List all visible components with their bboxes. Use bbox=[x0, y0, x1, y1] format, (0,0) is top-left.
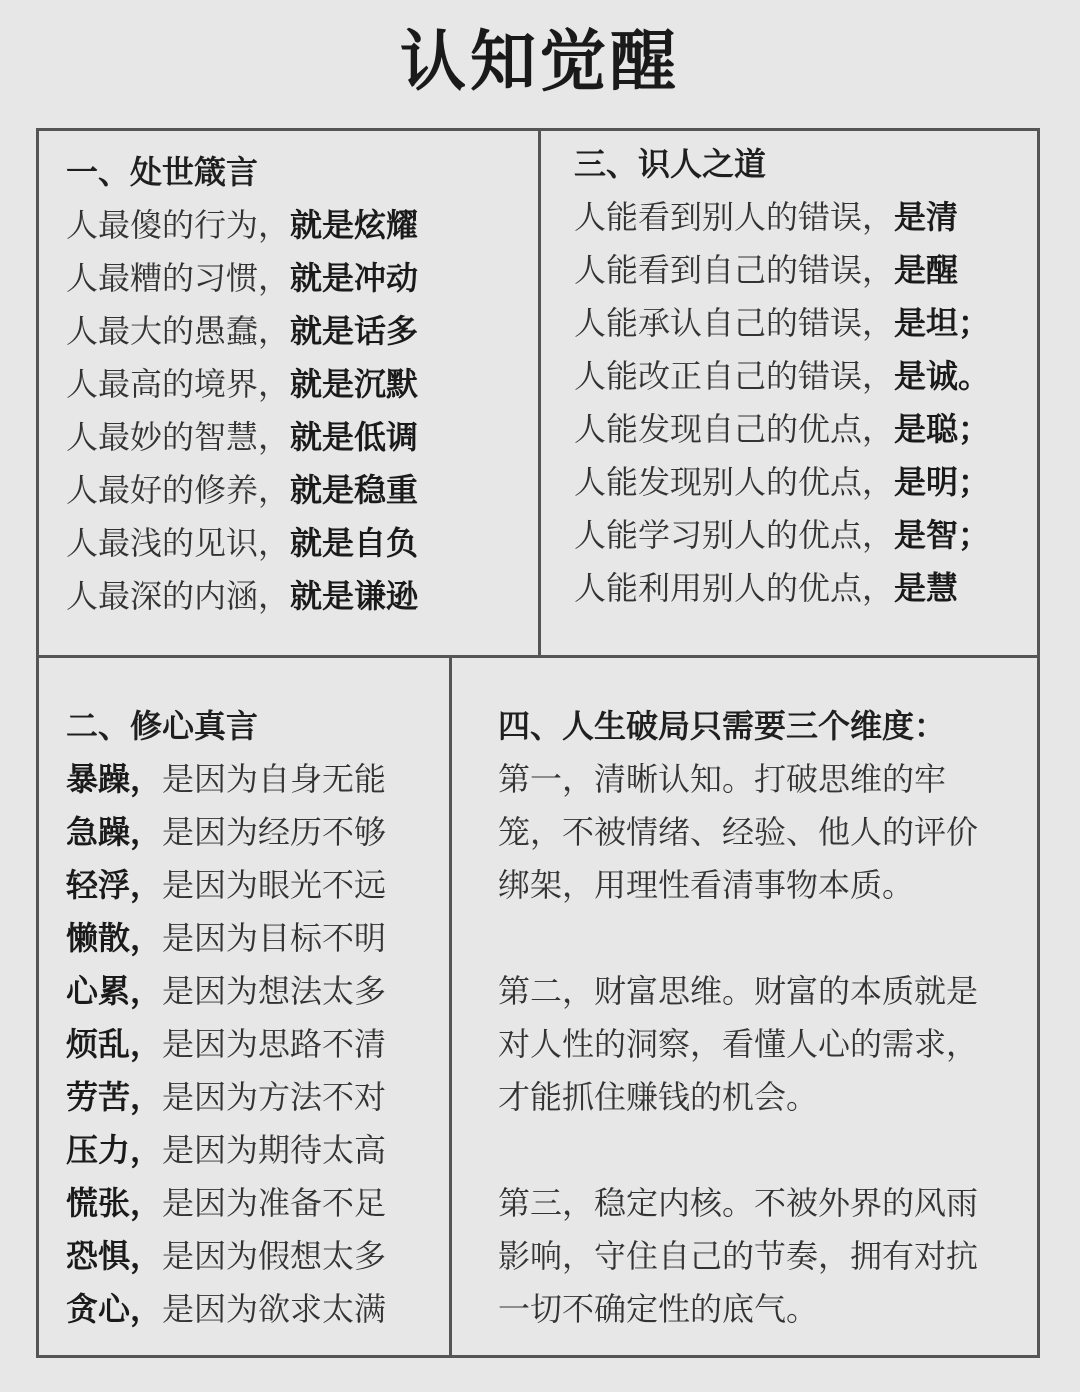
paragraph-line: 第一，清晰认知。打破思维的牢 bbox=[498, 760, 947, 798]
line-emphasis: 就是稳重 bbox=[290, 471, 419, 509]
maxim-line bbox=[66, 517, 418, 570]
line-text: 是因为自身无能 bbox=[162, 760, 387, 798]
maxim-line bbox=[66, 411, 418, 464]
maxim-line bbox=[574, 456, 990, 509]
line-emphasis: 是聪； bbox=[894, 410, 991, 448]
maxim-line bbox=[66, 1018, 386, 1071]
section-worldly-maxims bbox=[66, 146, 418, 623]
line-text: 是因为期待太高 bbox=[162, 1131, 387, 1169]
line-emphasis: 轻浮， bbox=[66, 866, 163, 904]
line-emphasis: 就是沉默 bbox=[290, 365, 419, 403]
paragraph-line: 对人性的洞察，看懂人心的需求， bbox=[498, 1025, 979, 1063]
line-text: 人能发现别人的优点， bbox=[574, 463, 895, 501]
maxim-line bbox=[66, 464, 418, 517]
line-text: 人最糟的习惯， bbox=[66, 259, 291, 297]
paragraph-third bbox=[498, 1177, 978, 1336]
maxim-line bbox=[66, 1230, 386, 1283]
section-judging-people bbox=[574, 138, 990, 615]
section-heading: 三、识人之道 bbox=[574, 145, 767, 183]
line-text: 是因为想法太多 bbox=[162, 972, 387, 1010]
section-heading: 二、修心真言 bbox=[66, 707, 259, 745]
maxim-line bbox=[66, 965, 386, 1018]
maxim-line bbox=[574, 297, 990, 350]
paragraph-line: 才能抓住赚钱的机会。 bbox=[498, 1078, 819, 1116]
paragraph-line: 第三，稳定内核。不被外界的风雨 bbox=[498, 1184, 979, 1222]
line-emphasis: 压力， bbox=[66, 1131, 163, 1169]
paragraph-second bbox=[498, 965, 978, 1124]
maxim-line bbox=[574, 244, 990, 297]
line-text: 是因为目标不明 bbox=[162, 919, 387, 957]
line-emphasis: 懒散， bbox=[66, 919, 163, 957]
paragraph-line: 一切不确定性的底气。 bbox=[498, 1290, 819, 1328]
line-emphasis: 是清 bbox=[894, 198, 959, 236]
line-text: 人能学习别人的优点， bbox=[574, 516, 895, 554]
line-emphasis: 就是冲动 bbox=[290, 259, 419, 297]
maxim-line bbox=[66, 1071, 386, 1124]
maxim-line bbox=[66, 252, 418, 305]
line-text: 人最好的修养， bbox=[66, 471, 291, 509]
maxim-line bbox=[66, 912, 386, 965]
line-emphasis: 恐惧， bbox=[66, 1237, 163, 1275]
paragraph-line: 影响，守住自己的节奏，拥有对抗 bbox=[498, 1237, 979, 1275]
paragraph-first bbox=[498, 753, 978, 912]
line-emphasis: 就是话多 bbox=[290, 312, 419, 350]
line-text: 是因为眼光不远 bbox=[162, 866, 387, 904]
paragraph-line: 笼，不被情绪、经验、他人的评价 bbox=[498, 813, 979, 851]
maxim-line bbox=[66, 859, 386, 912]
line-emphasis: 暴躁， bbox=[66, 760, 163, 798]
line-text: 人最高的境界， bbox=[66, 365, 291, 403]
top-vertical-divider bbox=[538, 131, 541, 655]
line-text: 人能发现自己的优点， bbox=[574, 410, 895, 448]
line-text: 人最浅的见识， bbox=[66, 524, 291, 562]
bottom-vertical-divider bbox=[449, 658, 452, 1355]
maxim-line bbox=[66, 1283, 386, 1336]
paragraph-line: 绑架，用理性看清事物本质。 bbox=[498, 866, 915, 904]
line-text: 人最大的愚蠢， bbox=[66, 312, 291, 350]
line-emphasis: 就是低调 bbox=[290, 418, 419, 456]
line-text: 人能承认自己的错误， bbox=[574, 304, 895, 342]
line-emphasis: 心累， bbox=[66, 972, 163, 1010]
line-emphasis: 贪心， bbox=[66, 1290, 163, 1328]
line-text: 是因为思路不清 bbox=[162, 1025, 387, 1063]
maxim-line bbox=[574, 509, 990, 562]
line-emphasis: 是坦； bbox=[894, 304, 991, 342]
line-text: 人能看到自己的错误， bbox=[574, 251, 895, 289]
section-heading: 一、处世箴言 bbox=[66, 153, 259, 191]
line-emphasis: 烦乱， bbox=[66, 1025, 163, 1063]
line-text: 人能利用别人的优点， bbox=[574, 569, 895, 607]
maxim-line bbox=[574, 403, 990, 456]
line-emphasis: 急躁， bbox=[66, 813, 163, 851]
maxim-line bbox=[66, 199, 418, 252]
maxim-line bbox=[574, 350, 990, 403]
line-text: 人最深的内涵， bbox=[66, 577, 291, 615]
line-text: 人能改正自己的错误， bbox=[574, 357, 895, 395]
section-life-breakthrough bbox=[498, 700, 978, 1336]
page-title: 认知觉醒 bbox=[400, 23, 680, 100]
line-emphasis: 就是自负 bbox=[290, 524, 419, 562]
maxim-line bbox=[66, 806, 386, 859]
line-text: 是因为准备不足 bbox=[162, 1184, 387, 1222]
maxim-line bbox=[66, 358, 418, 411]
section-mind-cultivation bbox=[66, 700, 386, 1336]
line-emphasis: 是智； bbox=[894, 516, 991, 554]
line-emphasis: 是醒 bbox=[894, 251, 959, 289]
line-text: 是因为欲求太满 bbox=[162, 1290, 387, 1328]
line-emphasis: 劳苦， bbox=[66, 1078, 163, 1116]
line-text: 人能看到别人的错误， bbox=[574, 198, 895, 236]
maxim-line bbox=[574, 562, 990, 615]
maxim-line bbox=[66, 305, 418, 358]
line-text: 是因为方法不对 bbox=[162, 1078, 387, 1116]
maxim-line bbox=[574, 191, 990, 244]
line-emphasis: 是诚。 bbox=[894, 357, 991, 395]
line-emphasis: 就是谦逊 bbox=[290, 577, 419, 615]
maxim-line bbox=[66, 1124, 386, 1177]
line-emphasis: 慌张， bbox=[66, 1184, 163, 1222]
line-emphasis: 是明； bbox=[894, 463, 991, 501]
line-emphasis: 是慧 bbox=[894, 569, 959, 607]
line-emphasis: 就是炫耀 bbox=[290, 206, 419, 244]
horizontal-divider bbox=[36, 655, 1040, 658]
paragraph-line: 第二，财富思维。财富的本质就是 bbox=[498, 972, 979, 1010]
maxim-line bbox=[66, 1177, 386, 1230]
line-text: 是因为假想太多 bbox=[162, 1237, 387, 1275]
maxim-line bbox=[66, 570, 418, 623]
line-text: 是因为经历不够 bbox=[162, 813, 387, 851]
line-text: 人最傻的行为， bbox=[66, 206, 291, 244]
maxim-line bbox=[66, 753, 386, 806]
line-text: 人最妙的智慧， bbox=[66, 418, 291, 456]
section-heading: 四、人生破局只需要三个维度： bbox=[498, 707, 947, 745]
